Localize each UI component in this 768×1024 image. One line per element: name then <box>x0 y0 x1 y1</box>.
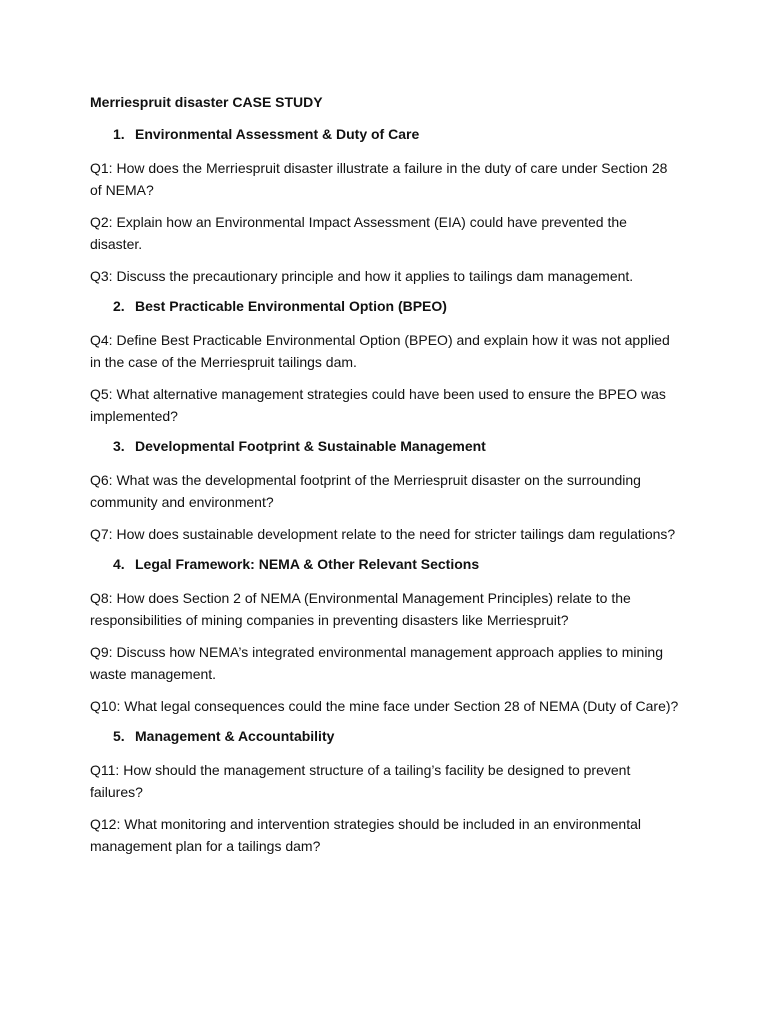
question-q1: Q1: How does the Merriespruit disaster illustrate a failure in the duty of care under Section 28 of NEMA? <box>90 160 668 198</box>
section-heading-2 <box>90 297 680 316</box>
section-title: Developmental Footprint & Sustainable Management <box>135 438 486 454</box>
section-number: 1. <box>113 126 125 142</box>
question-q3: Q3: Discuss the precautionary principle and how it applies to tailings dam management. <box>90 268 634 284</box>
section-heading-3 <box>90 437 680 456</box>
question-q10: Q10: What legal consequences could the mine face under Section 28 of NEMA (Duty of Care)? <box>90 698 679 714</box>
question-q4: Q4: Define Best Practicable Environmental Option (BPEO) and explain how it was not applied in the case of the Merriespruit tailings dam. <box>90 332 670 370</box>
section-number: 3. <box>113 438 125 454</box>
question-q11: Q11: How should the management structure of a tailing’s facility be designed to prevent failures? <box>90 762 631 800</box>
section-number: 4. <box>113 556 125 572</box>
section-heading-5 <box>90 727 680 746</box>
section-heading-4 <box>90 555 680 574</box>
question-q5: Q5: What alternative management strategies could have been used to ensure the BPEO was implemented? <box>90 386 666 424</box>
section-title: Environmental Assessment & Duty of Care <box>135 126 420 142</box>
section-title: Legal Framework: NEMA & Other Relevant Sections <box>135 556 480 572</box>
question-q9: Q9: Discuss how NEMA’s integrated environmental management approach applies to mining waste management. <box>90 644 664 682</box>
document-page <box>90 93 680 867</box>
section-heading-1 <box>90 125 680 144</box>
section-title: Management & Accountability <box>135 728 335 744</box>
question-q8: Q8: How does Section 2 of NEMA (Environmental Management Principles) relate to the responsibilities of mining companies in preventing disasters like Merriespruit? <box>90 590 631 628</box>
question-q7: Q7: How does sustainable development relate to the need for stricter tailings dam regulations? <box>90 526 676 542</box>
question-q6: Q6: What was the developmental footprint of the Merriespruit disaster on the surrounding community and environment? <box>90 472 641 510</box>
document-title: Merriespruit disaster CASE STUDY <box>90 94 323 110</box>
section-number: 2. <box>113 298 125 314</box>
section-number: 5. <box>113 728 125 744</box>
question-q12: Q12: What monitoring and intervention strategies should be included in an environmental management plan for a tailings dam? <box>90 816 641 854</box>
question-q2: Q2: Explain how an Environmental Impact Assessment (EIA) could have prevented the disaster. <box>90 214 627 252</box>
section-title: Best Practicable Environmental Option (BPEO) <box>135 298 447 314</box>
